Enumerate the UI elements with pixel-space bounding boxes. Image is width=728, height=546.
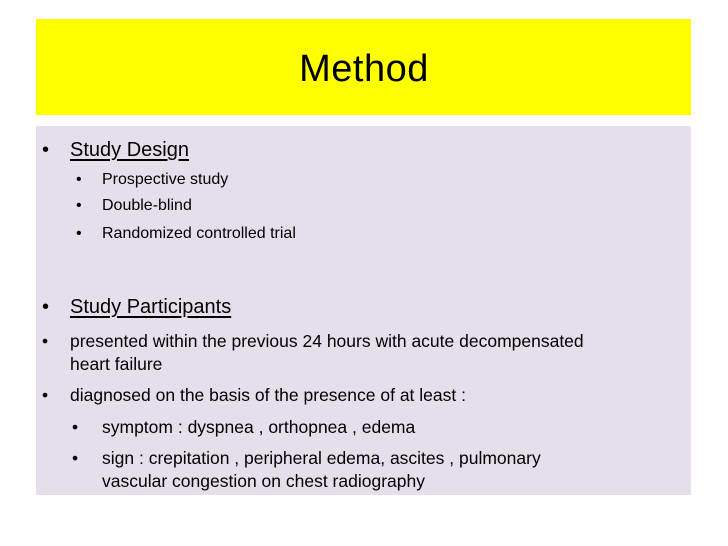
sub-criteria-text: symptom : dyspnea , orthopnea , edema bbox=[102, 417, 416, 437]
bullet: • bbox=[76, 197, 82, 214]
list-item-label: Randomized controlled trial bbox=[102, 225, 296, 242]
bullet: • bbox=[76, 225, 82, 242]
list-item-label: Double-blind bbox=[102, 197, 192, 214]
bullet: • bbox=[76, 171, 82, 188]
slide-title: Method bbox=[299, 48, 429, 90]
bullet: • bbox=[42, 331, 49, 351]
bullet: • bbox=[42, 385, 49, 405]
bullet: • bbox=[72, 417, 79, 437]
section-heading-label: Study Participants bbox=[70, 296, 232, 318]
bullet: • bbox=[72, 448, 79, 468]
criteria-text-line1: presented within the previous 24 hours with acute decompensated bbox=[70, 331, 584, 351]
criteria-text-line2: heart failure bbox=[70, 354, 163, 374]
criteria-text: diagnosed on the basis of the presence of at least : bbox=[70, 385, 466, 405]
bullet: • bbox=[42, 296, 50, 318]
section-heading-label: Study Design bbox=[70, 139, 189, 161]
sub-criteria-text-line1: sign : crepitation , peripheral edema, ascites , pulmonary bbox=[102, 448, 541, 468]
list-item-label: Prospective study bbox=[102, 171, 229, 188]
sub-criteria-text-line2: vascular congestion on chest radiography bbox=[102, 471, 425, 491]
bullet: • bbox=[42, 139, 50, 161]
